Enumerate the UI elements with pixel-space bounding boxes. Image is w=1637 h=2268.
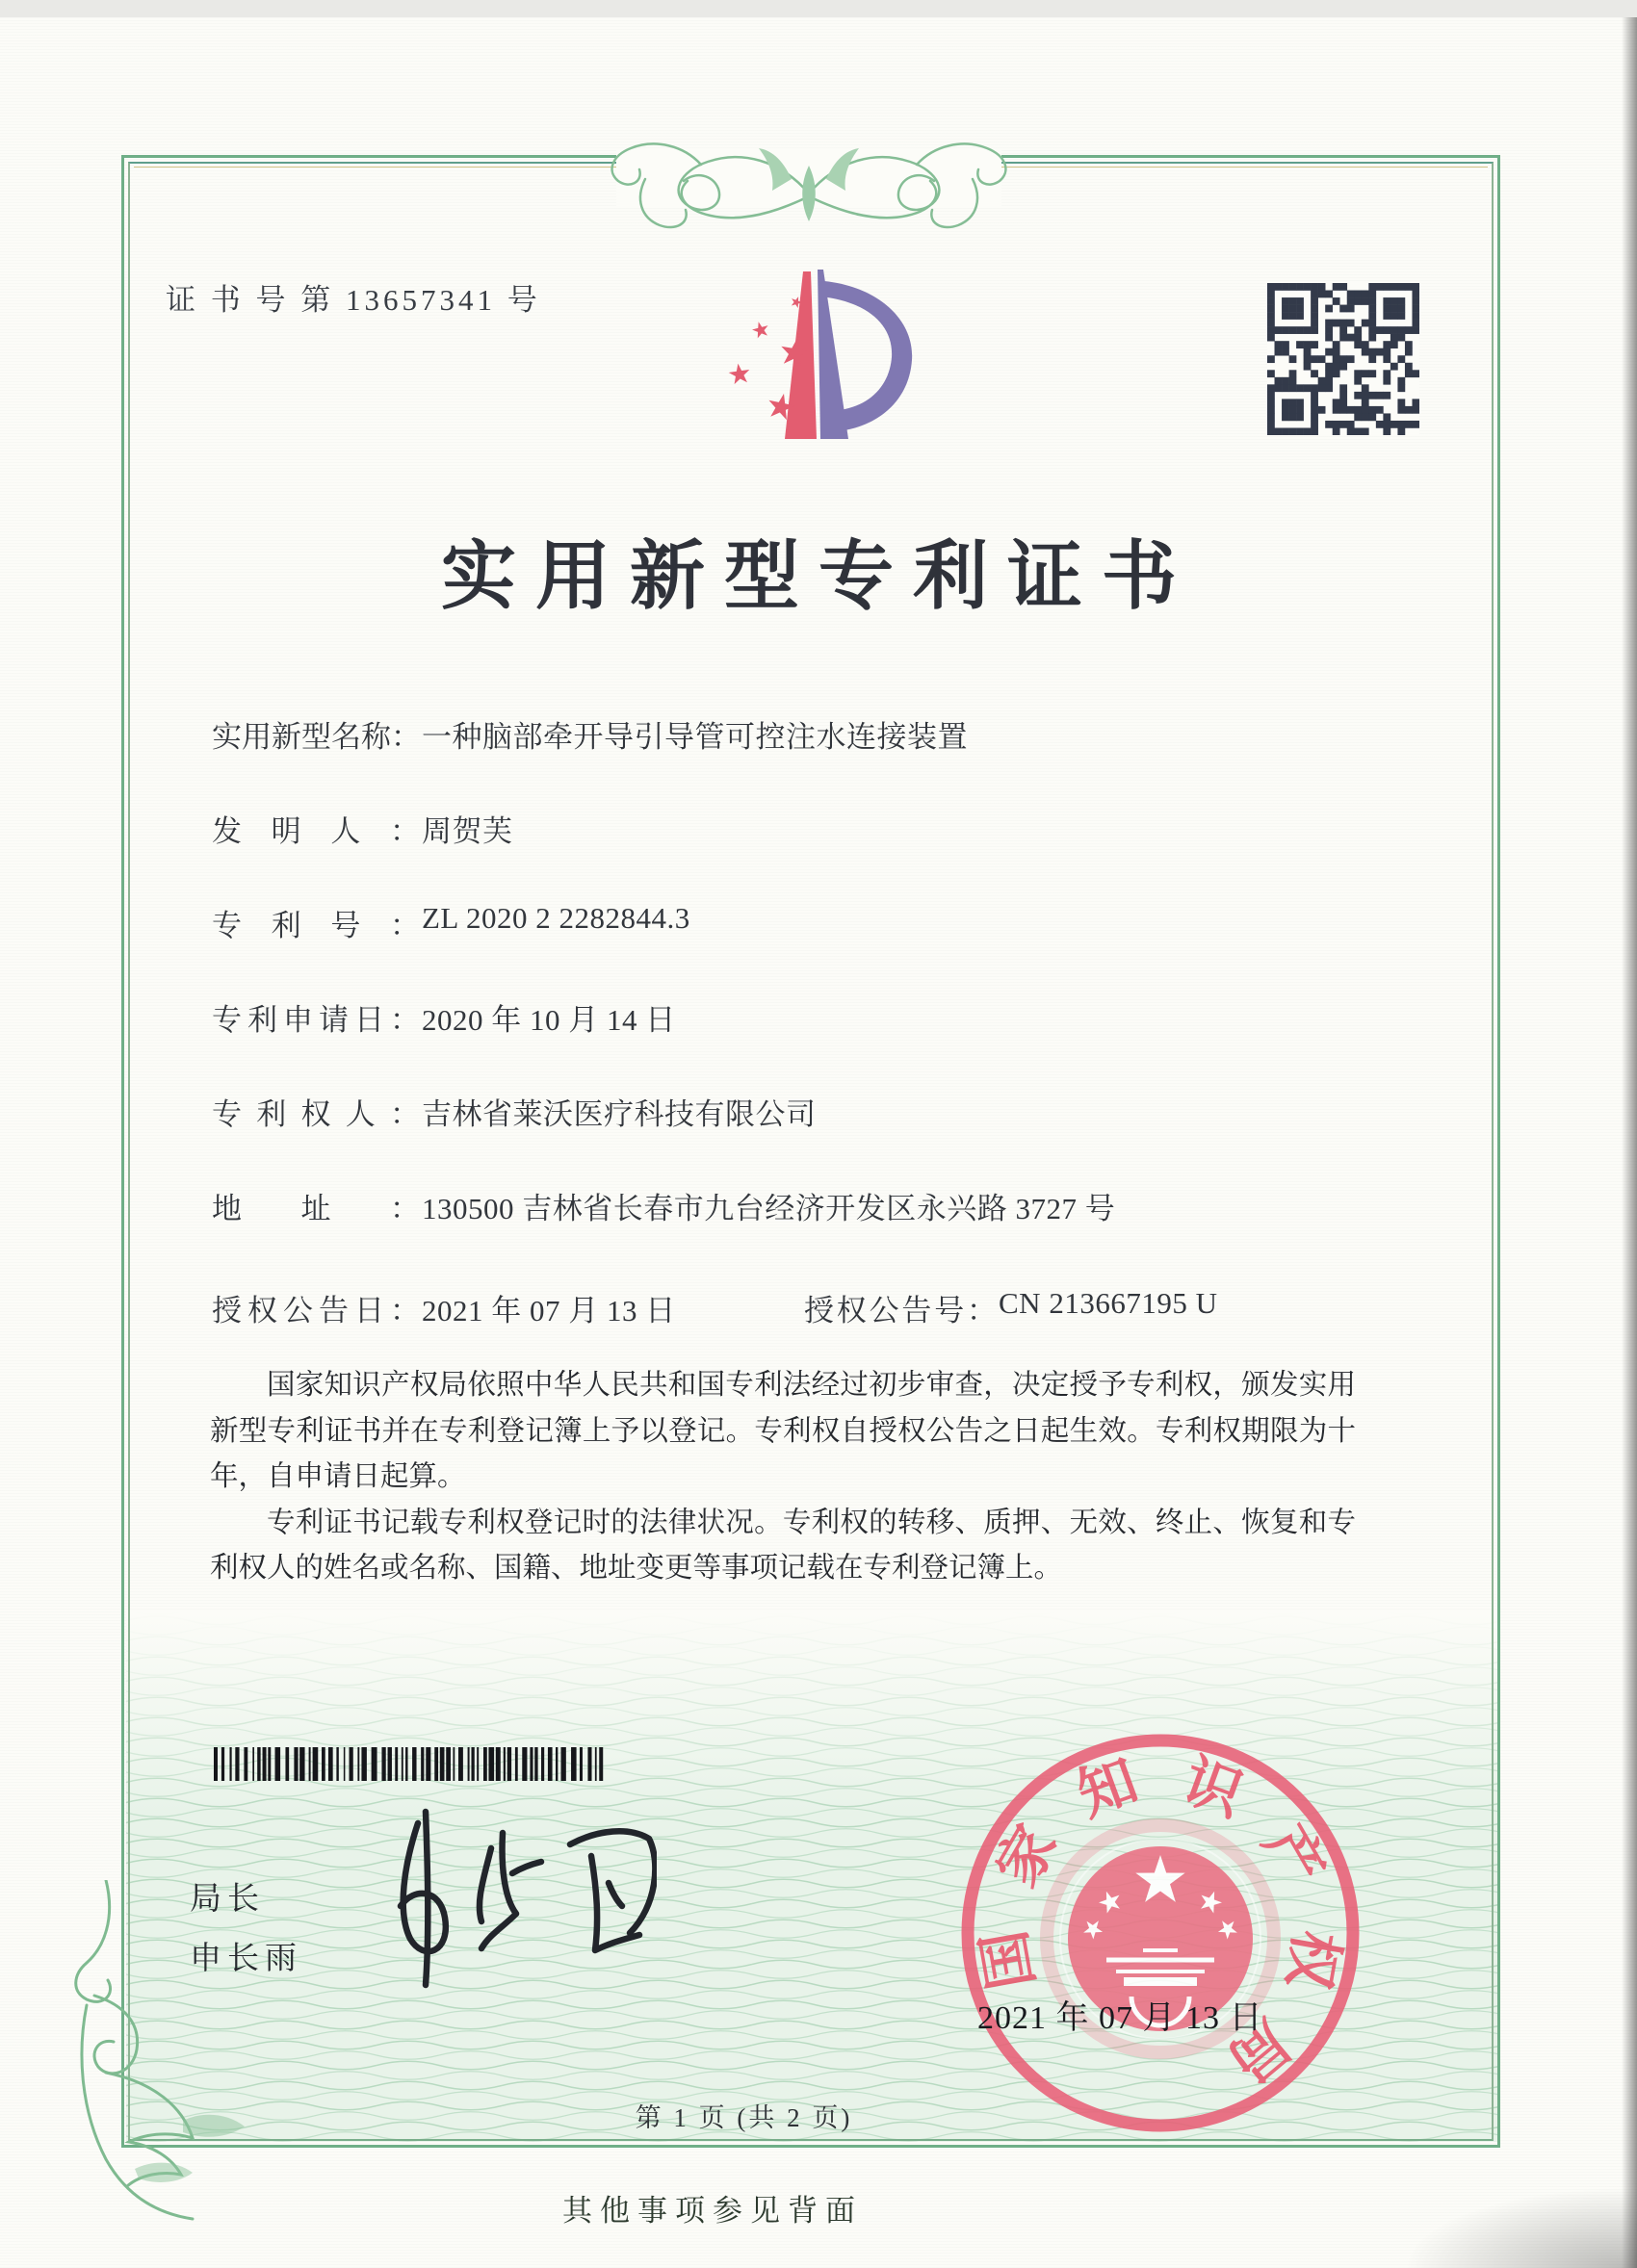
field-label: 实用新型名称： <box>212 720 421 754</box>
patent-certificate-page <box>0 17 1637 2268</box>
field-value: 2021 年 07 月 13 日 <box>422 1294 676 1327</box>
seal-date: 2021 年 07 月 13 日 <box>977 2000 1263 2036</box>
barcode <box>214 1747 609 1781</box>
scan-corner-shadow <box>1387 2181 1637 2268</box>
field-row-grant-date <box>212 1286 1218 1329</box>
back-note: 其他事项参见背面 <box>562 2194 863 2228</box>
svg-text:国: 国 <box>972 1925 1046 1995</box>
field-value: 周贺芙 <box>422 814 513 848</box>
certificate-title: 实用新型专利证书 <box>440 534 1196 618</box>
field-grant-number <box>804 1286 1217 1329</box>
qr-code <box>1267 283 1419 435</box>
field-label: 授权公告号： <box>804 1294 997 1327</box>
signer-title: 局长 <box>190 1882 265 1917</box>
signature-handwriting <box>368 1806 657 1998</box>
field-value: 一种脑部牵开导引导管可控注水连接装置 <box>422 720 968 754</box>
svg-text:产: 产 <box>1252 1815 1337 1897</box>
legal-paragraph-1: 国家知识产权局依照中华人民共和国专利法经过初步审查，决定授予专利权，颁发实用新型专利证书并在专利登记簿上予以登记。专利权自授权公告之日起生效。专利权期限为十年，自申请日起算。 <box>210 1370 1356 1492</box>
scan-edge-shadow <box>1622 17 1637 2268</box>
legal-text <box>210 1363 1356 1592</box>
field-row-inventor <box>212 807 513 850</box>
field-label: 授权公告日： <box>212 1294 420 1327</box>
signer-name: 申长雨 <box>190 1942 302 1976</box>
svg-text:家: 家 <box>984 1815 1069 1897</box>
cnipa-logo <box>691 266 922 449</box>
field-label: 地址： <box>212 1192 420 1225</box>
top-border-ornament <box>453 121 1165 266</box>
field-row-filing-date <box>212 995 676 1039</box>
field-value: 130500 吉林省长春市九台经济开发区永兴路 3727 号 <box>422 1192 1116 1225</box>
official-seal <box>948 1719 1372 2143</box>
field-value: 吉林省莱沃医疗科技有限公司 <box>422 1097 817 1131</box>
field-row-address <box>212 1184 1115 1227</box>
field-row-patentee <box>212 1090 817 1133</box>
svg-text:识: 识 <box>1175 1748 1252 1828</box>
svg-text:知: 知 <box>1069 1748 1146 1828</box>
legal-paragraph-2: 专利证书记载专利权登记时的法律状况。专利权的转移、质押、无效、终止、恢复和专利权人的姓名或名称、国籍、地址变更等事项记载在专利登记簿上。 <box>210 1507 1356 1584</box>
field-value: ZL 2020 2 2282844.3 <box>422 901 690 935</box>
svg-text:权: 权 <box>1275 1925 1349 1995</box>
field-label: 专利申请日： <box>212 1003 420 1037</box>
certificate-number: 证 书 号 第 13657341 号 <box>166 283 541 317</box>
svg-text:局: 局 <box>1216 2008 1302 2095</box>
field-label: 专利权人： <box>212 1097 420 1131</box>
field-label: 专利号： <box>212 909 420 942</box>
field-value: 2020 年 10 月 14 日 <box>422 1003 676 1037</box>
field-row-name <box>212 712 968 756</box>
page-number: 第 1 页 (共 2 页) <box>635 2103 853 2132</box>
field-value: CN 213667195 U <box>999 1286 1218 1320</box>
field-label: 发明人： <box>212 814 420 848</box>
field-row-patent-no <box>212 901 690 944</box>
